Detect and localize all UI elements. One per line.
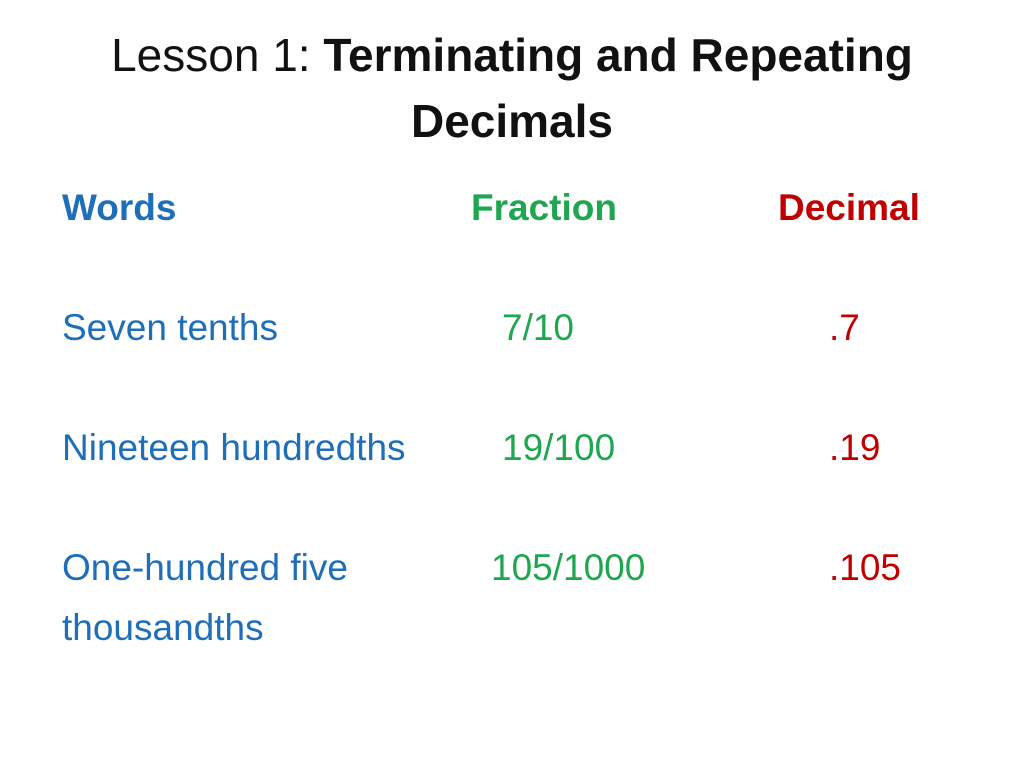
header-decimal: Decimal xyxy=(778,187,920,228)
header-words: Words xyxy=(62,187,177,228)
header-fraction: Fraction xyxy=(471,187,617,228)
row-1-words: Seven tenths xyxy=(62,307,278,348)
title-prefix: Lesson 1: xyxy=(111,29,324,81)
slide-title xyxy=(40,22,984,154)
row-3-words: One-hundred five thousandths xyxy=(62,547,348,648)
row-3-decimal: .105 xyxy=(829,547,902,588)
row-2-decimal: .19 xyxy=(829,427,881,468)
row-2-fraction: 19/100 xyxy=(502,427,616,468)
row-2-words: Nineteen hundredths xyxy=(62,427,406,468)
title-main: Terminating and Repeating Decimals xyxy=(323,29,913,147)
row-3-fraction: 105/1000 xyxy=(491,547,646,588)
row-1-decimal: .7 xyxy=(829,307,860,348)
row-1-fraction: 7/10 xyxy=(502,307,575,348)
